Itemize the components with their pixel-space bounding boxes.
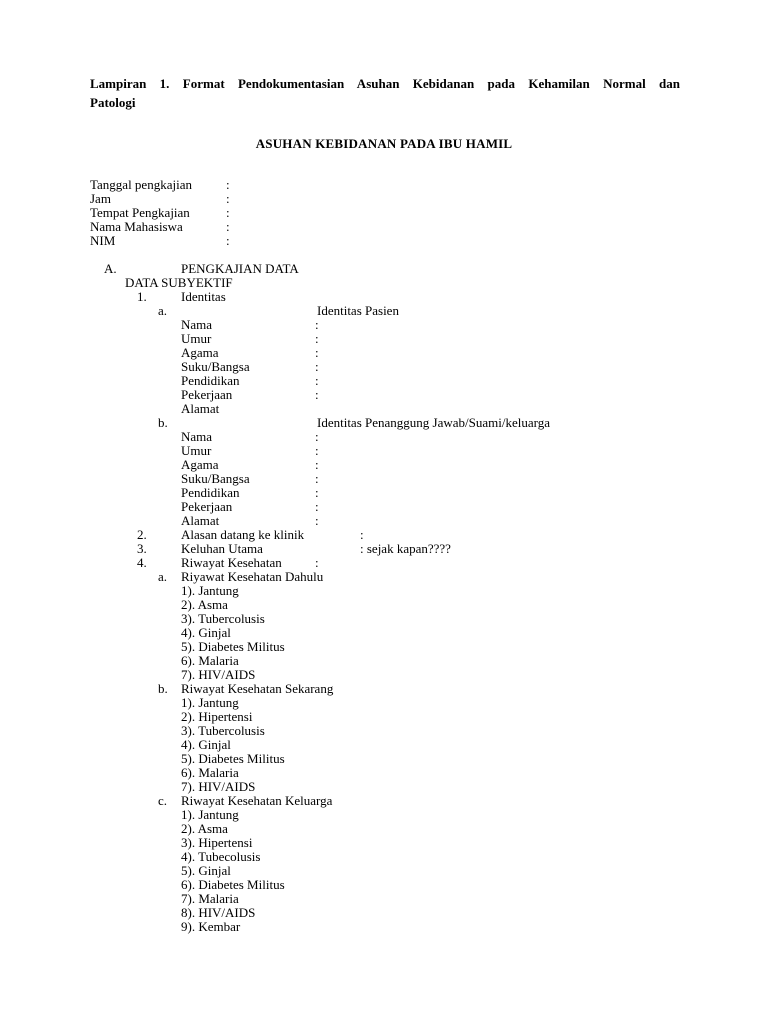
field-label: Alamat: [181, 401, 220, 416]
field-label: Nama: [181, 317, 213, 332]
item-value: : sejak kapan????: [360, 541, 451, 556]
field-label: Agama: [181, 457, 219, 472]
section-title: PENGKAJIAN DATA: [181, 261, 299, 276]
attachment-heading-line2: Patologi: [90, 95, 136, 110]
sub-marker: c.: [158, 793, 168, 808]
field-colon: :: [315, 331, 319, 346]
field-label: Umur: [181, 331, 212, 346]
field-colon: :: [315, 471, 319, 486]
field-colon: :: [315, 513, 319, 528]
history-title: Riwayat Kesehatan Sekarang: [181, 681, 334, 696]
list-item: 2). Asma: [181, 597, 228, 612]
info-label: Tempat Pengkajian: [90, 205, 190, 220]
field-colon: :: [315, 317, 319, 332]
field-label: Suku/Bangsa: [181, 471, 250, 486]
field-label: Pendidikan: [181, 485, 240, 500]
field-colon: :: [315, 457, 319, 472]
info-colon: :: [226, 205, 230, 220]
field-label: Suku/Bangsa: [181, 359, 250, 374]
section-subtitle: DATA SUBYEKTIF: [125, 275, 233, 290]
info-colon: :: [226, 233, 230, 248]
list-item: 9). Kembar: [181, 919, 241, 934]
list-item: 7). HIV/AIDS: [181, 779, 256, 794]
field-label: Umur: [181, 443, 212, 458]
attachment-heading-line1: Lampiran 1. Format Pendokumentasian Asuhan Kebidanan pada Kehamilan Normal dan: [90, 76, 680, 91]
list-item: 6). Diabetes Militus: [181, 877, 285, 892]
item-label: Keluhan Utama: [181, 541, 263, 556]
item-value: :: [315, 555, 319, 570]
list-item: 8). HIV/AIDS: [181, 905, 256, 920]
history-title: Riyawat Kesehatan Dahulu: [181, 569, 324, 584]
field-colon: :: [315, 387, 319, 402]
info-label: NIM: [90, 233, 116, 248]
field-label: Nama: [181, 429, 213, 444]
field-colon: :: [315, 485, 319, 500]
field-colon: :: [315, 345, 319, 360]
field-colon: :: [315, 443, 319, 458]
field-colon: :: [315, 429, 319, 444]
sub-marker: a.: [158, 303, 168, 318]
info-colon: :: [226, 177, 230, 192]
field-colon: :: [315, 499, 319, 514]
info-colon: :: [226, 219, 230, 234]
list-item: 1). Jantung: [181, 695, 239, 710]
document-title: ASUHAN KEBIDANAN PADA IBU HAMIL: [255, 136, 513, 151]
list-item: 2). Asma: [181, 821, 228, 836]
list-item: 1). Jantung: [181, 583, 239, 598]
item-title: Identitas: [181, 289, 226, 304]
section-marker: A.: [104, 261, 117, 276]
item-value: :: [360, 527, 364, 542]
item-number: 1.: [137, 289, 147, 304]
sub-marker: b.: [158, 681, 168, 696]
list-item: 5). Diabetes Militus: [181, 751, 285, 766]
item-number: 4.: [137, 555, 147, 570]
sub-title: Identitas Penanggung Jawab/Suami/keluarga: [317, 415, 550, 430]
list-item: 4). Ginjal: [181, 737, 231, 752]
info-colon: :: [226, 191, 230, 206]
info-label: Jam: [90, 191, 111, 206]
list-item: 3). Tubercolusis: [181, 611, 265, 626]
field-label: Agama: [181, 345, 219, 360]
list-item: 6). Malaria: [181, 653, 239, 668]
field-label: Pekerjaan: [181, 499, 233, 514]
list-item: 7). Malaria: [181, 891, 239, 906]
field-colon: :: [315, 373, 319, 388]
field-label: Pendidikan: [181, 373, 240, 388]
info-label: Nama Mahasiswa: [90, 219, 183, 234]
sub-title: Identitas Pasien: [317, 303, 399, 318]
list-item: 2). Hipertensi: [181, 709, 253, 724]
item-label: Riwayat Kesehatan: [181, 555, 282, 570]
list-item: 5). Diabetes Militus: [181, 639, 285, 654]
field-label: Pekerjaan: [181, 387, 233, 402]
list-item: 4). Ginjal: [181, 625, 231, 640]
field-label: Alamat: [181, 513, 220, 528]
field-colon: :: [315, 359, 319, 374]
list-item: 3). Hipertensi: [181, 835, 253, 850]
list-item: 4). Tubecolusis: [181, 849, 261, 864]
list-item: 7). HIV/AIDS: [181, 667, 256, 682]
list-item: 3). Tubercolusis: [181, 723, 265, 738]
list-item: 1). Jantung: [181, 807, 239, 822]
history-title: Riwayat Kesehatan Keluarga: [181, 793, 333, 808]
sub-marker: a.: [158, 569, 168, 584]
sub-marker: b.: [158, 415, 168, 430]
item-number: 3.: [137, 541, 147, 556]
list-item: 6). Malaria: [181, 765, 239, 780]
list-item: 5). Ginjal: [181, 863, 231, 878]
item-label: Alasan datang ke klinik: [181, 527, 305, 542]
item-number: 2.: [137, 527, 147, 542]
info-label: Tanggal pengkajian: [90, 177, 192, 192]
